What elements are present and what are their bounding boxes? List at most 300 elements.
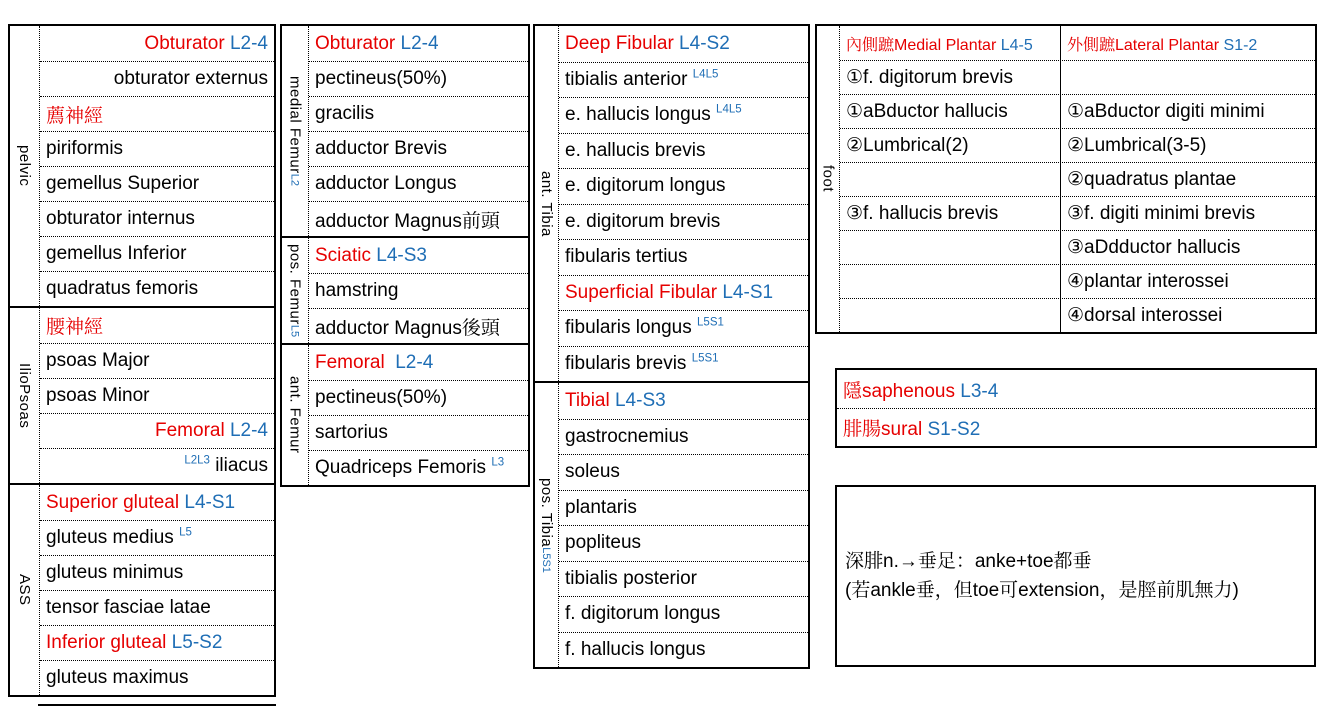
nerve-name: 薦神經 (46, 105, 104, 127)
muscle-row (559, 204, 808, 240)
section-label: pelvic (16, 145, 33, 187)
row-cell (559, 633, 808, 668)
row-cell (40, 414, 274, 448)
cell-text (565, 497, 637, 519)
cell-text (1067, 304, 1222, 327)
row-cell (40, 308, 274, 343)
muscle-name: ①aBductor hallucis (846, 101, 1008, 122)
muscle-name: gastrocnemius (565, 425, 689, 447)
cell-text (1067, 236, 1240, 259)
row-cell (840, 163, 1060, 196)
muscle-name: ④plantar interossei (1067, 271, 1229, 292)
spinal-level: L2-4 (224, 420, 268, 441)
muscle-name: ②Lumbrical(2) (846, 135, 969, 156)
column-header-row (840, 26, 1315, 60)
nerve-name: Superficial Fibular (565, 281, 718, 303)
spinal-level: L4-S1 (179, 491, 236, 513)
muscle-row (559, 454, 808, 490)
cell-text (315, 387, 447, 409)
muscle-row (309, 166, 528, 201)
row-cell (309, 97, 528, 131)
muscle-name: plantaris (565, 496, 637, 518)
cell-text (565, 69, 718, 91)
spinal-level: L5S1 (697, 316, 724, 329)
muscle-name: ③f. digiti minimi brevis (1067, 203, 1256, 224)
spinal-level: S1-S2 (922, 419, 981, 440)
note-line-2: (若ankle垂，但toe可extension，是脛前肌無力) (845, 580, 1239, 601)
muscle-row (840, 94, 1315, 128)
cell-text (565, 390, 666, 412)
spinal-level: L4L5 (716, 103, 742, 116)
section-ant-tibia (535, 26, 808, 381)
nerve-row (309, 345, 528, 380)
section-label: ant. Tibia (538, 170, 555, 237)
cell-text (565, 282, 773, 304)
row-cell (559, 26, 808, 62)
nerve-row (559, 26, 808, 62)
row-cell (1060, 299, 1315, 332)
row-cell (559, 98, 808, 133)
muscle-name: ①aBductor digiti minimi (1067, 101, 1265, 122)
nerve-name: 內側蹠Medial Plantar (846, 36, 1001, 54)
section-rows (40, 308, 274, 483)
section-level-label: L2 (288, 173, 301, 186)
table-hip-region (8, 24, 276, 697)
spinal-level: L4-S3 (370, 244, 427, 266)
muscle-row (840, 196, 1315, 230)
muscle-name: f. digitorum longus (565, 603, 721, 625)
row-cell (559, 169, 808, 204)
muscle-row (40, 343, 274, 378)
cell-text (315, 68, 447, 90)
muscle-row (309, 380, 528, 415)
muscle-name: adductor Longus (315, 173, 457, 194)
nerve-row (40, 96, 274, 131)
cell-text (46, 562, 183, 584)
muscle-row (840, 162, 1315, 196)
cell-text (846, 202, 998, 225)
nerve-name: Obturator (144, 32, 225, 54)
cell-text (144, 33, 268, 55)
cell-text (46, 101, 103, 128)
row-cell (1060, 163, 1315, 196)
row-cell (40, 344, 274, 378)
section-rows (40, 485, 274, 695)
cropped-table-edge (38, 704, 276, 706)
muscle-row (559, 490, 808, 526)
section-label: foot (819, 165, 837, 193)
muscle-row (559, 525, 808, 561)
muscle-row (559, 561, 808, 597)
muscle-row (840, 264, 1315, 298)
section-label: pos. FemurL5 (286, 243, 304, 338)
nerve-row (837, 370, 1315, 408)
row-cell (840, 197, 1060, 230)
cell-text (155, 420, 268, 442)
muscle-name: ①f. digitorum brevis (846, 67, 1013, 88)
muscle-row (559, 346, 808, 382)
nerve-row (309, 26, 528, 61)
cell-text (46, 173, 199, 195)
cell-text (1067, 270, 1229, 293)
row-cell (40, 485, 274, 520)
row-cell (837, 370, 1315, 408)
section-level-label: L5S1 (540, 546, 552, 573)
row-cell (309, 274, 528, 308)
muscle-row (840, 230, 1315, 264)
section-ant-femur (282, 343, 528, 485)
nerve-row (559, 383, 808, 419)
cell-text (315, 352, 433, 374)
row-cell (1060, 129, 1315, 162)
section-rows (837, 370, 1315, 446)
section-label-cell-pos-tibia (535, 383, 559, 667)
muscle-name: tensor fasciae latae (46, 597, 211, 618)
row-cell (559, 597, 808, 632)
section-pos-tibia (535, 381, 808, 667)
table-femur-region (280, 24, 530, 487)
cell-text (846, 134, 969, 157)
row-cell (40, 26, 274, 61)
muscle-name: gluteus minimus (46, 562, 184, 583)
cell-text (1067, 202, 1255, 225)
cell-text (46, 492, 235, 514)
row-cell (309, 238, 528, 273)
muscle-name: fibularis tertius (565, 246, 688, 268)
cell-text (565, 639, 705, 661)
section-rows (309, 238, 528, 343)
row-cell (309, 451, 528, 485)
row-cell (40, 237, 274, 271)
section-rows (559, 26, 808, 381)
row-cell (559, 205, 808, 240)
section-rows (40, 26, 274, 306)
row-cell (840, 231, 1060, 264)
muscle-row (309, 201, 528, 236)
nerve-row (559, 275, 808, 311)
nerve-row (40, 308, 274, 343)
cell-text (565, 211, 720, 233)
muscle-name: ③aDdductor hallucis (1067, 237, 1241, 258)
cell-text (315, 138, 447, 160)
muscle-row (40, 166, 274, 201)
muscle-name: ②Lumbrical(3-5) (1067, 135, 1207, 156)
section-label-cell-iliopsoas (10, 308, 40, 483)
muscle-row (309, 131, 528, 166)
row-cell (309, 62, 528, 96)
cell-text (46, 243, 186, 265)
muscle-row (40, 131, 274, 166)
section-foot (817, 26, 1315, 332)
row-cell (309, 416, 528, 450)
muscle-row (559, 97, 808, 133)
table-tibia-region (533, 24, 810, 669)
nerve-name: Femoral (315, 351, 385, 373)
muscle-name: f. hallucis longus (565, 638, 706, 660)
section-label-cell-ant-femur (282, 345, 309, 485)
row-cell (840, 95, 1060, 128)
muscle-name: pectineus(50%) (315, 387, 448, 408)
note-line-1: 深腓n.→垂足：anke+toe都垂 (845, 550, 1092, 572)
cell-text (315, 280, 398, 302)
row-cell (40, 62, 274, 96)
row-cell (309, 167, 528, 201)
muscle-row (559, 596, 808, 632)
muscle-name: adductor Magnus前頭 (315, 210, 500, 232)
nerve-name: Sciatic (315, 244, 371, 266)
spinal-level: L3 (491, 456, 505, 469)
cell-text (46, 597, 211, 619)
row-cell (559, 455, 808, 490)
row-cell (1060, 197, 1315, 230)
spinal-level: L4-S3 (609, 389, 666, 411)
muscle-name: ③f. hallucis brevis (846, 203, 999, 224)
muscle-row (559, 239, 808, 275)
row-cell (40, 202, 274, 236)
muscle-row (40, 520, 274, 555)
nerve-name: 腰神經 (46, 317, 104, 338)
muscle-name: e. hallucis brevis (565, 139, 706, 161)
spinal-level: L3-4 (954, 380, 999, 402)
muscle-row (559, 310, 808, 346)
spinal-level: L4-5 (1000, 36, 1033, 54)
cell-text (565, 532, 641, 554)
row-cell (837, 409, 1315, 446)
section-rows (309, 26, 528, 236)
cell-text (46, 312, 103, 339)
section-label: IlioPsoas (16, 362, 33, 429)
cell-text (565, 353, 719, 375)
cell-text (1067, 168, 1236, 191)
muscle-name: sartorius (315, 422, 388, 443)
row-cell (40, 449, 274, 483)
row-cell (559, 347, 808, 382)
row-cell (559, 491, 808, 526)
nerve-row (40, 485, 274, 520)
muscle-row (309, 450, 528, 485)
muscle-name: gemellus Superior (46, 173, 200, 194)
row-cell (559, 134, 808, 169)
row-cell (40, 661, 274, 695)
cell-text (1067, 134, 1207, 157)
row-cell (840, 129, 1060, 162)
row-cell (40, 591, 274, 625)
section-rows (309, 345, 528, 485)
row-cell (840, 299, 1060, 332)
cell-text (565, 568, 697, 590)
cell-text (114, 68, 268, 90)
nerve-name: 腓腸sural (843, 419, 923, 440)
cell-text (46, 350, 150, 372)
muscle-row (309, 415, 528, 450)
section-medial-femur (282, 26, 528, 236)
muscle-row (40, 448, 274, 483)
muscle-row (840, 298, 1315, 332)
row-cell (1060, 265, 1315, 298)
spinal-level: S1-2 (1223, 36, 1258, 54)
row-cell (40, 97, 274, 131)
note-box (835, 485, 1316, 667)
section-label-cell-pos-femur (282, 238, 309, 343)
row-cell (40, 521, 274, 555)
row-cell (309, 309, 528, 343)
cell-text (843, 376, 998, 403)
spinal-level: L2L3 (184, 454, 210, 467)
muscle-name: gracilis (315, 103, 375, 124)
muscle-row (40, 61, 274, 96)
muscle-row (309, 61, 528, 96)
muscle-name: Quadriceps Femoris (315, 457, 492, 478)
cell-text (1067, 100, 1265, 123)
cell-text (565, 461, 620, 483)
nerve-row (40, 26, 274, 61)
muscle-row (559, 419, 808, 455)
muscle-row (559, 168, 808, 204)
cell-text (315, 173, 457, 195)
muscle-name: popliteus (565, 532, 642, 554)
row-cell (840, 265, 1060, 298)
cell-text (565, 175, 726, 197)
cell-text (315, 313, 500, 340)
section-iliopsoas (10, 306, 274, 483)
section-label-cell-foot (817, 26, 840, 332)
cell-text (315, 457, 504, 479)
section-pos-femur (282, 236, 528, 343)
section-ass (10, 483, 274, 695)
muscle-name: pectineus(50%) (315, 68, 448, 89)
nerve-name: 外側蹠Lateral Plantar (1067, 36, 1224, 54)
muscle-name: e. hallucis longus (565, 104, 717, 126)
muscle-name: tibialis posterior (565, 567, 697, 589)
row-cell (559, 526, 808, 561)
cell-text (315, 33, 439, 55)
muscle-name: fibularis longus (565, 317, 698, 339)
muscle-row (40, 660, 274, 695)
nerve-name: 隱saphenous (843, 380, 955, 402)
muscle-name: tibialis anterior (565, 68, 693, 90)
muscle-name: adductor Brevis (315, 138, 448, 159)
cell-text (46, 385, 150, 407)
cell-text (565, 426, 689, 448)
cell-text (46, 278, 198, 300)
nerve-name: Deep Fibular (565, 32, 674, 54)
muscle-name: iliacus (209, 455, 268, 476)
muscle-name: ②quadratus plantae (1067, 169, 1237, 190)
muscle-row (840, 128, 1315, 162)
muscle-row (40, 236, 274, 271)
muscle-name: gluteus maximus (46, 667, 189, 688)
cell-text (46, 138, 123, 160)
muscle-name: piriformis (46, 138, 124, 159)
muscle-row (40, 271, 274, 306)
spinal-level: L2-4 (224, 32, 268, 54)
muscle-name: adductor Magnus後頭 (315, 317, 500, 339)
section-pelvic (10, 26, 274, 306)
cell-text (565, 104, 742, 126)
table-sensory-nerves (835, 368, 1317, 448)
muscle-name: quadratus femoris (46, 278, 199, 299)
spinal-level: L4L5 (692, 68, 719, 81)
row-cell (559, 383, 808, 419)
section-label-cell-ant-tibia (535, 26, 559, 381)
spinal-level: L2-4 (395, 32, 439, 54)
muscle-name: e. digitorum longus (565, 175, 726, 197)
row-cell (309, 345, 528, 380)
row-cell (40, 379, 274, 413)
cell-text (846, 32, 1033, 55)
muscle-name: obturator externus (113, 68, 268, 89)
section-label: ant. Femur (286, 376, 304, 454)
section-label-cell-pelvic (10, 26, 40, 306)
nerve-name: Inferior gluteal (46, 632, 167, 653)
section-label: ASS (16, 574, 33, 606)
section-rows (837, 370, 1315, 446)
row-cell (559, 63, 808, 98)
muscle-row (840, 60, 1315, 94)
cell-text (1067, 32, 1257, 55)
row-cell (40, 556, 274, 590)
cell-text (315, 245, 427, 267)
muscle-row (40, 201, 274, 236)
row-cell (559, 562, 808, 597)
section-label-cell-medial-femur (282, 26, 309, 236)
cell-text (565, 246, 688, 268)
muscle-row (40, 590, 274, 625)
nerve-row (309, 238, 528, 273)
cell-text (315, 206, 500, 233)
spinal-level: L4-S2 (673, 32, 730, 54)
section-label: medial FemurL2 (286, 76, 304, 186)
cell-text (565, 140, 705, 162)
muscle-row (559, 632, 808, 668)
nerve-name: Tibial (565, 389, 610, 411)
nerve-name: Superior gluteal (46, 491, 180, 513)
row-cell (40, 272, 274, 306)
nerve-name: Obturator (315, 32, 396, 54)
spinal-level: L4-S1 (717, 281, 774, 303)
nerve-row (837, 408, 1315, 446)
spinal-level: L5 (179, 526, 192, 539)
row-cell (1060, 61, 1315, 94)
nerve-name: Femoral (155, 420, 225, 441)
cell-text (846, 100, 1008, 123)
muscle-row (309, 96, 528, 131)
row-cell (309, 26, 528, 61)
row-cell (309, 132, 528, 166)
row-cell (309, 202, 528, 236)
row-cell (840, 26, 1060, 60)
section-level-label: L5 (288, 324, 301, 338)
muscle-row (309, 273, 528, 308)
muscle-name: psoas Major (46, 350, 150, 371)
row-cell (1060, 231, 1315, 264)
cell-text (46, 208, 195, 230)
cell-text (843, 414, 980, 441)
spinal-level: L5-S2 (166, 632, 223, 653)
spinal-level: L5S1 (691, 352, 719, 365)
muscle-name: ④dorsal interossei (1067, 305, 1223, 326)
row-cell (40, 626, 274, 660)
muscle-name: e. digitorum brevis (565, 210, 721, 232)
table-foot-region (815, 24, 1317, 334)
row-cell (559, 420, 808, 455)
row-cell (309, 381, 528, 415)
row-cell (40, 132, 274, 166)
muscle-name: psoas Minor (46, 385, 150, 406)
section-rows (559, 383, 808, 667)
cell-text (846, 66, 1013, 89)
section-rows (840, 26, 1315, 332)
